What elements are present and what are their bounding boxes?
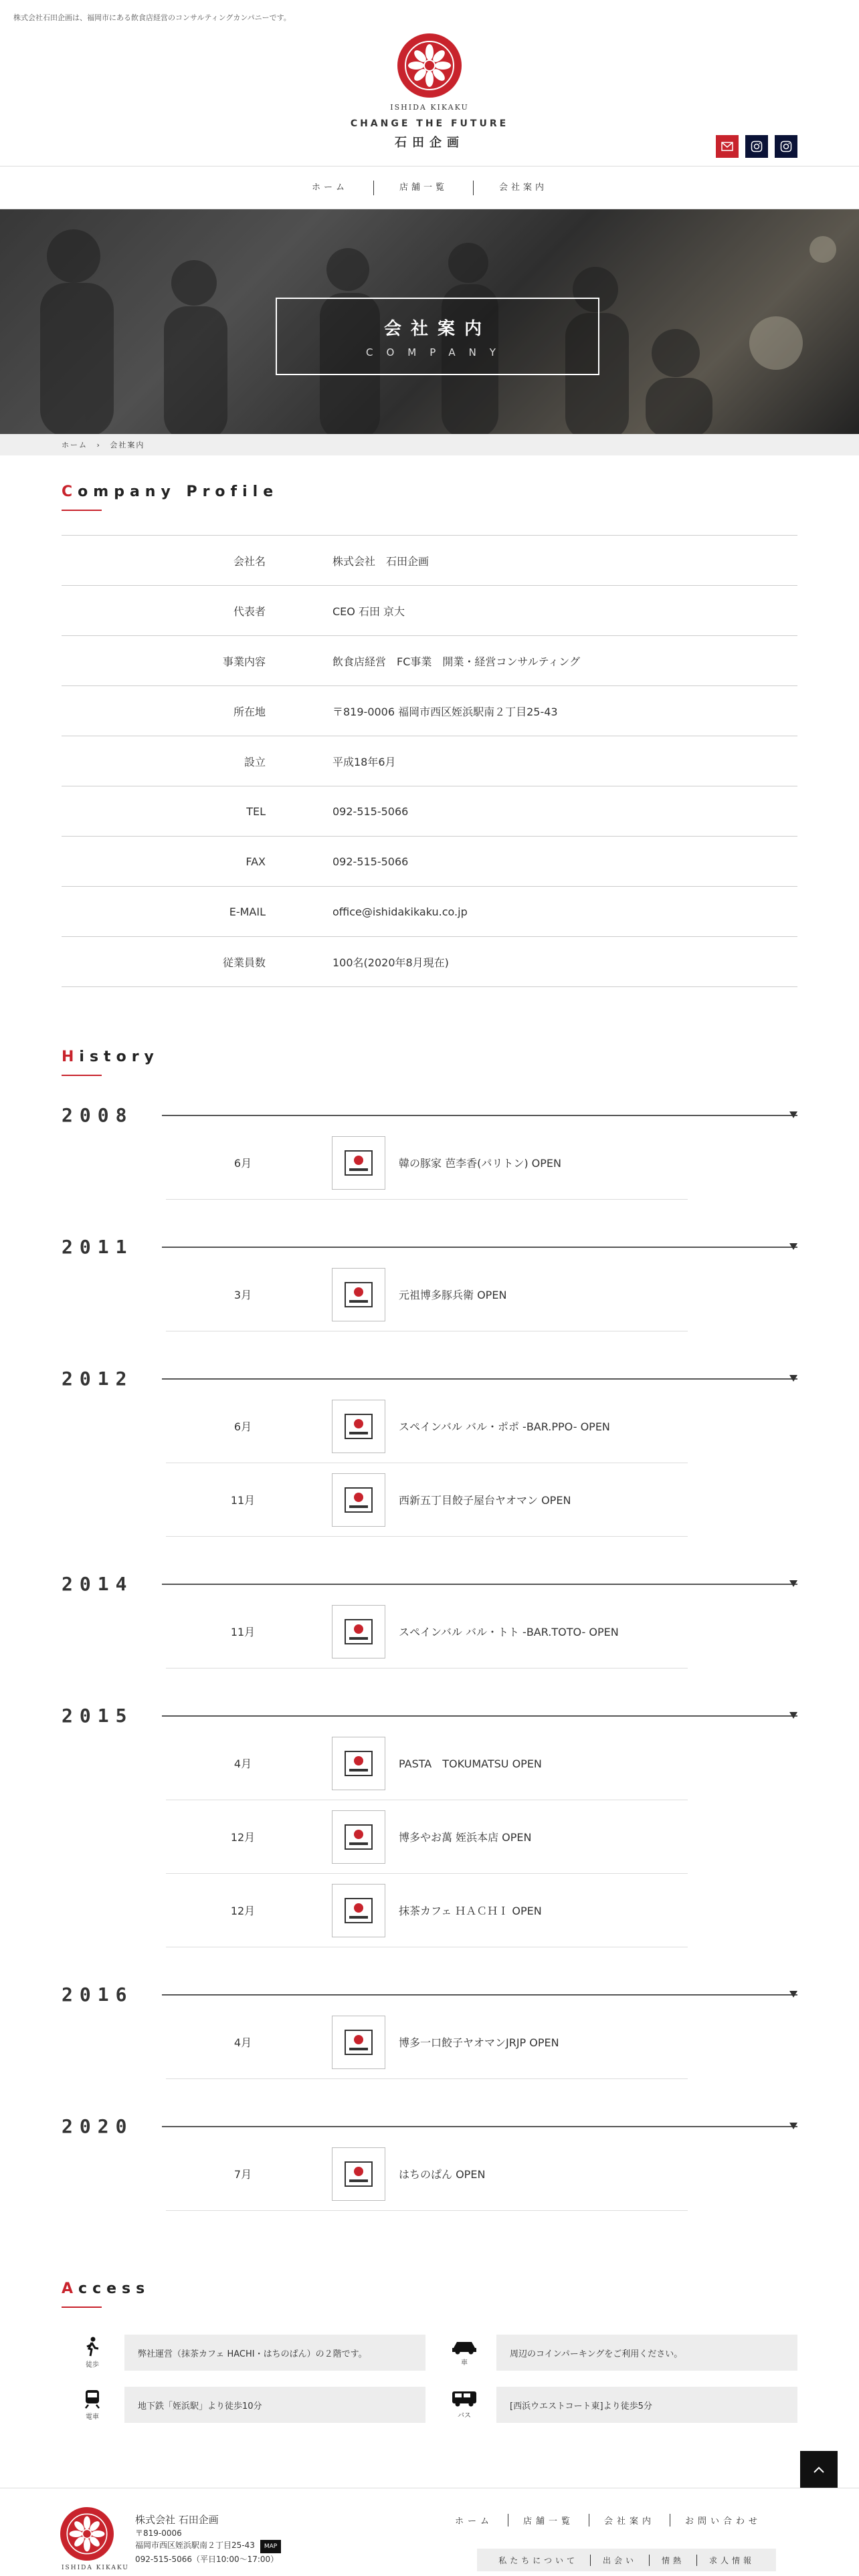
history-title: History — [62, 1049, 159, 1065]
profile-table — [62, 535, 797, 987]
profile-value: CEO 石田 京大 — [332, 605, 405, 618]
profile-key: 事業内容 — [222, 655, 266, 668]
profile-key: TEL — [246, 804, 266, 818]
history-item — [166, 2006, 688, 2079]
instagram-icon[interactable] — [775, 135, 797, 158]
history-year — [62, 1368, 797, 1390]
history-item — [166, 1595, 688, 1669]
scroll-to-top-button[interactable] — [800, 2451, 838, 2488]
year-label: 2012 — [62, 1368, 134, 1390]
year-divider — [162, 1378, 797, 1380]
profile-value: 平成18年6月 — [332, 755, 396, 768]
profile-row — [62, 536, 797, 586]
company-profile-section — [62, 484, 797, 987]
footer-brand: ISHIDA KIKAKU — [62, 2565, 129, 2571]
year-divider — [162, 2126, 797, 2127]
footer-address: 福岡市西区姪浜駅南２丁目25-43 — [135, 2541, 255, 2550]
profile-value: office@ishidakikaku.co.jp — [332, 905, 468, 918]
footer-nav — [440, 2514, 776, 2527]
shop-logo-icon — [332, 2016, 385, 2069]
profile-row — [62, 837, 797, 887]
access-walk — [74, 2335, 425, 2371]
title-underline — [62, 2306, 102, 2308]
year-label: 2008 — [62, 1104, 134, 1126]
history-month: 11月 — [230, 1494, 256, 1507]
footer-nav-company[interactable]: 会社案内 — [589, 2514, 670, 2527]
year-label: 2011 — [62, 1236, 134, 1258]
history-text: 博多一口餃子ヤオマンJRJP OPEN — [399, 2036, 559, 2049]
shop-logo-icon — [332, 1605, 385, 1658]
history-item — [166, 2137, 688, 2211]
profile-key: FAX — [246, 855, 266, 868]
site-footer — [0, 2488, 859, 2576]
profile-title: Company Profile — [62, 484, 279, 500]
footer-logo-flower-icon[interactable] — [60, 2507, 114, 2561]
footer-sub-recruit[interactable]: 求人情報 — [708, 2555, 755, 2565]
profile-key: 所在地 — [233, 705, 266, 718]
history-item — [166, 1874, 688, 1947]
bus-icon: バス — [446, 2390, 483, 2420]
footer-nav-contact[interactable]: お問い合わせ — [684, 2516, 761, 2527]
history-month: 7月 — [233, 2168, 252, 2181]
site-header — [0, 33, 859, 166]
profile-row — [62, 786, 797, 837]
profile-key: 代表者 — [233, 605, 266, 618]
history-month: 12月 — [230, 1831, 256, 1844]
year-divider — [162, 1584, 797, 1585]
profile-row — [62, 586, 797, 636]
hero-banner — [0, 209, 859, 434]
profile-row — [62, 636, 797, 686]
profile-key: 設立 — [244, 755, 266, 768]
profile-value: 〒819-0006 福岡市西区姪浜駅南２丁目25-43 — [332, 705, 558, 718]
shop-logo-icon — [332, 1810, 385, 1864]
access-walk-text: 弊社運営（抹茶カフェ HACHI・はちのぱん）の２階です。 — [124, 2335, 425, 2371]
chevron-right-icon: › — [96, 441, 101, 449]
logo-tagline: CHANGE THE FUTURE — [350, 118, 509, 129]
history-text: PASTA TOKUMATSU OPEN — [399, 1757, 542, 1770]
chevron-up-icon — [814, 2466, 824, 2473]
history-text: 西新五丁目餃子屋台ヤオマン OPEN — [399, 1494, 571, 1507]
access-train — [74, 2387, 425, 2423]
year-divider — [162, 1247, 797, 1248]
history-item — [166, 1800, 688, 1874]
year-divider — [162, 1115, 797, 1116]
profile-row — [62, 887, 797, 937]
history-text: 韓の豚家 芭李香(パリトン) OPEN — [399, 1157, 561, 1170]
hero-subtitle: COMPANY — [366, 346, 509, 358]
profile-value: 092-515-5066 — [332, 804, 409, 818]
title-underline — [62, 1075, 102, 1076]
footer-sub-passion[interactable]: 情熱 — [650, 2555, 697, 2566]
footer-tel[interactable]: 092-515-5066（平日10:00～17:00） — [135, 2555, 279, 2564]
access-bus — [446, 2387, 797, 2423]
access-car-text: 周辺のコインパーキングをご利用ください。 — [496, 2335, 797, 2371]
year-label: 2020 — [62, 2115, 134, 2137]
footer-nav-shops[interactable]: 店舗一覧 — [508, 2514, 589, 2527]
history-item — [166, 1258, 688, 1331]
breadcrumb-current: 会社案内 — [110, 441, 145, 449]
history-year — [62, 1705, 797, 1727]
history-month: 4月 — [233, 2036, 252, 2049]
year-label: 2016 — [62, 1983, 134, 2006]
access-train-text: 地下鉄「姪浜駅」より徒歩10分 — [124, 2387, 425, 2423]
history-item — [166, 1126, 688, 1200]
shop-logo-icon — [332, 1136, 385, 1190]
footer-zip: 〒819-0006 — [135, 2529, 182, 2538]
footer-sub-about[interactable]: 私たちについて — [486, 2555, 591, 2566]
access-bus-text: [西浜ウエストコート東]より徒歩5分 — [496, 2387, 797, 2423]
map-button[interactable]: MAP — [260, 2540, 281, 2553]
history-text: 博多やお萬 姪浜本店 OPEN — [399, 1831, 532, 1844]
history-text: スペインバル バル・トト -BAR.TOTO- OPEN — [399, 1626, 619, 1638]
profile-value: 092-515-5066 — [332, 855, 409, 868]
profile-row — [62, 686, 797, 736]
mail-icon[interactable] — [716, 135, 739, 158]
shop-logo-icon — [332, 1884, 385, 1937]
footer-sub-encounter[interactable]: 出会い — [591, 2555, 650, 2566]
breadcrumb — [0, 434, 859, 455]
shop-logo-icon — [332, 1268, 385, 1321]
logo-brand: ISHIDA KIKAKU — [390, 103, 469, 112]
access-car — [446, 2335, 797, 2371]
profile-key: 会社名 — [233, 554, 266, 568]
footer-subnav — [477, 2549, 776, 2571]
history-year — [62, 1236, 797, 1258]
footer-info — [135, 2514, 281, 2565]
profile-row — [62, 736, 797, 786]
breadcrumb-home[interactable]: ホーム — [62, 441, 88, 449]
shop-logo-icon — [332, 1473, 385, 1527]
logo-flower-icon[interactable] — [397, 33, 462, 98]
history-item — [166, 1727, 688, 1800]
access-title: Access — [62, 2280, 151, 2297]
shop-logo-icon — [332, 1737, 385, 1790]
hero-title-box — [276, 298, 599, 375]
history-section — [62, 1049, 797, 2211]
profile-value: 100名(2020年8月現在) — [332, 956, 449, 969]
site-description: 株式会社石田企画は、福岡市にある飲食店経営のコンサルティングカンパニーです。 — [13, 13, 291, 22]
history-text: 元祖博多豚兵衛 OPEN — [399, 1289, 507, 1301]
access-grid — [62, 2335, 797, 2423]
history-text: 抹茶カフェ ＨＡＣＨＩ OPEN — [399, 1905, 542, 1917]
access-section — [62, 2280, 797, 2423]
title-underline — [62, 510, 102, 511]
history-text: スペインバル バル・ポポ -BAR.PPO- OPEN — [399, 1420, 610, 1433]
car-icon: 車 — [446, 2339, 483, 2367]
history-month: 11月 — [230, 1626, 256, 1638]
history-item — [166, 1463, 688, 1537]
history-year — [62, 1104, 797, 1126]
profile-key: 従業員数 — [222, 956, 266, 969]
history-month: 6月 — [233, 1420, 252, 1433]
shop-logo-icon — [332, 1400, 385, 1453]
year-label: 2014 — [62, 1573, 134, 1595]
header-icons — [716, 135, 797, 158]
profile-value: 株式会社 石田企画 — [332, 554, 430, 568]
year-divider — [162, 1715, 797, 1717]
nav-home[interactable]: ホーム — [286, 181, 374, 195]
year-divider — [162, 1994, 797, 1996]
history-year — [62, 2115, 797, 2137]
history-month: 4月 — [233, 1757, 252, 1770]
nav-company[interactable]: 会社案内 — [499, 182, 548, 193]
walk-icon: 徒歩 — [74, 2337, 111, 2369]
nav-shops[interactable]: 店舗一覧 — [374, 181, 474, 195]
shop-logo-icon — [332, 2147, 385, 2201]
global-nav — [0, 166, 859, 209]
history-item — [166, 1390, 688, 1463]
instagram-icon[interactable] — [745, 135, 768, 158]
footer-nav-home[interactable]: ホーム — [440, 2514, 508, 2527]
profile-key: E-MAIL — [229, 905, 266, 918]
hero-title: 会社案内 — [383, 318, 491, 339]
history-list — [62, 1104, 797, 2211]
history-month: 6月 — [233, 1157, 252, 1170]
profile-value: 飲食店経営 FC事業 開業・経営コンサルティング — [332, 655, 580, 668]
logo-name: 石田企画 — [395, 136, 464, 150]
history-year — [62, 1983, 797, 2006]
history-month: 12月 — [230, 1905, 256, 1917]
train-icon: 電車 — [74, 2389, 111, 2421]
year-label: 2015 — [62, 1705, 134, 1727]
profile-row — [62, 937, 797, 987]
history-year — [62, 1573, 797, 1595]
footer-company: 株式会社 石田企画 — [135, 2514, 219, 2526]
history-text: はちのぱん OPEN — [399, 2168, 486, 2181]
history-month: 3月 — [233, 1289, 252, 1301]
